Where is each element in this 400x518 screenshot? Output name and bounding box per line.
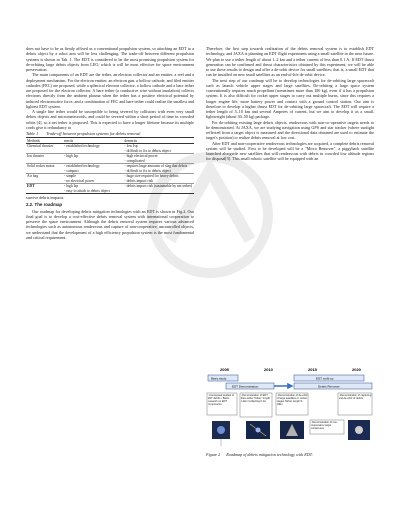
table-header-cell: Methods	[27, 138, 40, 143]
note-box	[207, 393, 237, 415]
roadmap-figure	[206, 366, 374, 448]
table-row	[26, 164, 194, 174]
note-text: • Demonstration of non-cooperative target rendezvous	[310, 420, 338, 430]
table-cell-method: Chemical thruster	[27, 144, 54, 149]
year-label: 2010	[264, 367, 273, 372]
figure-caption-title: Roadmap of debris mitigation technology with EDT.	[226, 452, 313, 457]
tether-illustration	[246, 421, 270, 439]
paragraph: The main components of an EDT are the tether, an electron collector and an emitter, a reel and a deployment mechanism. For the electron emitter, an electron gun, a hollow cathode, and filed emitter cathodes (FEC) are proposed, while a spherical electron collector, a hollow cathode and a bare tether are proposed for the electron collector. A bare tether (a conductive wire without insulation) collects electrons directly from the ambient plasma when the tether has a positive electrical potential by induced electromotive force, and a combination of FEC and bare tether could realize the smallest and lightest EDT system.	[26, 72, 194, 109]
table-row	[26, 174, 194, 184]
table-row	[26, 144, 194, 154]
note-text: • Demonstration of de-orbit of large satellites or rocket stages Tether length 5-10km	[276, 393, 308, 406]
note-box	[338, 393, 372, 415]
figure-caption	[206, 452, 374, 457]
note-box	[276, 393, 308, 415]
table-cell-demerits: - requires large amounts of slag that debris - difficult to fix to debris object	[124, 164, 188, 173]
table-cell-demerits: - debris impact risk (sustainable by net tether)	[124, 184, 193, 189]
stage-bar-label: Debris Remover	[318, 384, 340, 389]
table-cell-method: Ion thruster	[27, 154, 45, 159]
table-cell-merits: - simple - no electrical power	[63, 174, 95, 183]
note-text: • Demonstration of capturing and de-orbit of debris	[338, 393, 372, 400]
tradeoff-table	[26, 137, 194, 194]
table-cell-method: EDT	[27, 184, 35, 189]
right-column	[206, 46, 374, 162]
table-header-cell: merits	[63, 138, 74, 143]
section-title: 2.2. The roadmap	[26, 202, 63, 208]
table-cell-merits: - high Isp - easy to attach to debris object	[63, 184, 110, 193]
table-cell-merits: - high Isp	[63, 154, 79, 159]
paragraph: Therefore, the first step towards realization of the debris removal system is to establish EDT technology, and JAXA is planning an EDT flight experiment using a small satellite in the near future. We plan to use a tether length of about 1–2 km and a tether current of less than 0.1 A. If EDT thrust generation can be confirmed and thrust characteristics obtained by this experiment, we will be able to use these results to design and offer a de-orbit device for small satellites; that is, a small EDT that can be installed on new small satellites as an end-of-life de-orbit device.	[206, 46, 374, 78]
paragraph: After EDT and non-cooperative rendezvous technologies are acquired, a complete debris removal system will be studied. First to be developed will be a "Micro Remover", a piggyback satellite launched alongside new satellites that will rendezvous with debris in crowded low altitude regions for disposal[5]. This small robotic satellite will be equipped with an	[206, 140, 374, 162]
paragraph: survive debris impacts.	[26, 195, 65, 201]
stage-bar-label: EDT Demonstration	[232, 384, 259, 389]
table-row	[26, 184, 194, 194]
paragraph: The next step of our roadmap will be to develop technologies for de-orbiting large spacecraft such as launch vehicle upper stages and large satellites. De-orbiting a large space system conventionally requires much propellant (sometimes more than 100 kg), even if it has a propulsion system. It is also difficult for rocket upper stages to carry out multiple burns, since this requires a longer engine life, more battery power and contact with a ground control station. Our aim is therefore to develop a higher thrust EDT for de-orbiting large spacecraft. The EDT will require a tether length of 5–10 km and several Amperes of current, but we aim to develop it as a small, lightweight (about 30–50 kg) package.	[206, 77, 374, 120]
table-cell-demerits: - high electrical power - complicated	[124, 154, 158, 163]
left-column	[26, 46, 194, 240]
table-cell-merits: - established technology - compact	[63, 164, 100, 173]
year-label: 2005	[220, 367, 229, 372]
table-row	[26, 154, 194, 164]
paragraph: Our roadmap for developing debris mitigation technologies with an EDT is shown in Fig.2. Our final goal is to develop a cost-effective debris removal system with international cooperation to preserve the space environment. Although the debris removal system requires various advanced technologies such as autonomous rendezvous and capture of non-cooperative, uncontrolled objects, we understand that the development of a high efficiency propulsion system is the most fundamental and critical requirement.	[26, 208, 194, 240]
remover-illustration	[348, 420, 370, 440]
stage-bar-label: Basic study	[211, 376, 227, 381]
table-caption-label: Table 1	[26, 131, 39, 136]
year-label: 2020	[352, 367, 361, 372]
table-cell-merits: - established technology	[63, 144, 100, 149]
table-header-cell: demerits	[124, 138, 138, 143]
paragraph: does not have to be as firmly affixed as a conventional propulsion system, so attaching an EDT to a debris object by a robot arm will be less challenging. The trade-off between different propulsion systems is shown in Tab. 1. The EDT is considered to be the most promising propulsion system for de-orbiting large debris objects from LEO, which is will be most effective for space environment preservation.	[26, 46, 194, 72]
paragraph: A single line tether would be susceptible to being severed by collisions with even very small debris objects and micrometeoroids, and could be severed within a short period of time in crowded orbits [4], so a net tether is proposed. This is expected to have a longer lifetime because its multiple cords give it redundancy to	[26, 109, 194, 130]
note-text: • Demonstration of EDT Bare-tether Tether: length 1-2km Collecting 0.1A	[240, 393, 270, 403]
paragraph: For de-orbiting existing large debris objects, rendezvous with non-co-operative targets needs to be demonstrated. At JAXA, we are studying navigation using GPS and star tracker (where sunlight reflected from a target object is measured and the directional data obtained are used to estimate the target's position) to realize debris removal at low cost.	[206, 119, 374, 141]
stage-bar-label: EDT multi-up	[316, 376, 334, 381]
table-caption	[26, 131, 194, 136]
year-label: 2015	[308, 367, 317, 372]
table-body	[26, 144, 194, 194]
table-caption-title: Trade-off between propulsion systems for debris removal	[46, 131, 141, 136]
note-text: • Conceptual studies of EDT debris • Basic research on EDT components	[207, 393, 235, 406]
table-cell-method: Air bag	[27, 174, 39, 179]
note-box	[240, 393, 272, 417]
satellite-illustration	[212, 421, 230, 446]
debris-illustration	[280, 421, 304, 439]
figure-caption-label: Figure 2	[206, 452, 221, 457]
table-cell-demerits: - low Isp - difficult to fix to debris object	[124, 144, 171, 153]
note-box	[310, 420, 344, 434]
table-cell-demerits: - huge size required for heavy debris - debris impact risk	[124, 174, 179, 183]
table-cell-method: Solid rocket motor	[27, 164, 55, 169]
